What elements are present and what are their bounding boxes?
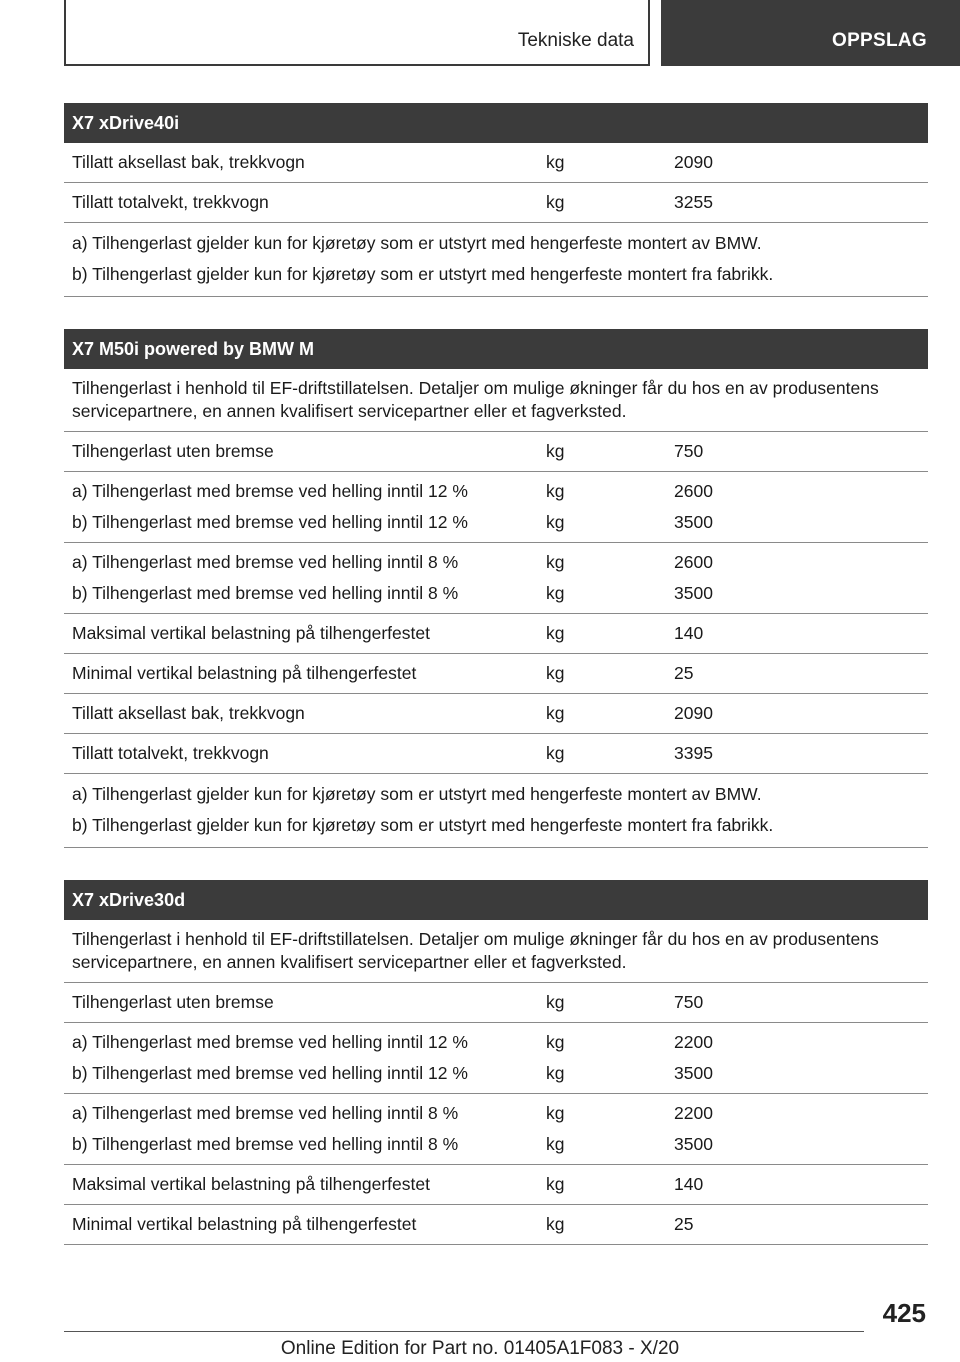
row-label-cell [64,662,539,684]
row-unit: kg [546,583,565,603]
row-value-cell [668,1102,928,1155]
row-label: Tilhengerlast uten bremse [72,992,274,1012]
row-unit-cell [539,551,668,604]
row-unit: kg [546,992,565,1012]
table-row [64,654,928,694]
header-section-title: Tekniske data [517,30,634,51]
row-label-cell [64,622,539,644]
table-row [64,143,928,183]
row-unit: kg [546,1214,565,1234]
row-value: 2600 [674,481,713,501]
row-value-cell [668,151,928,173]
table-row [64,983,928,1023]
row-label-cell [64,1031,539,1084]
row-value: 3500 [674,1063,713,1083]
row-unit-cell [539,480,668,533]
row-value: 3500 [674,1134,713,1154]
row-label: Tillatt totalvekt, trekkvogn [72,192,269,212]
row-value: 3500 [674,583,713,603]
row-unit-cell [539,1031,668,1084]
spec-tables [64,103,928,1277]
row-unit: kg [546,481,565,501]
footnote: b) Tilhengerlast gjelder kun for kjøretøy som er utstyrt med hengerfeste montert fra fabrikk. [72,264,774,284]
row-value-cell [668,662,928,684]
row-unit-cell [539,991,668,1013]
header-section-tab [64,0,650,66]
row-unit: kg [546,663,565,683]
row-value-cell [668,702,928,724]
table-row [64,734,928,774]
row-label-cell [64,480,539,533]
section-notes [64,774,928,848]
row-value-cell [668,1031,928,1084]
row-unit: kg [546,1032,565,1052]
row-unit-cell [539,1173,668,1195]
row-value: 3395 [674,743,713,763]
header-chapter-tab [661,0,960,66]
row-unit: kg [546,512,565,532]
row-unit-cell [539,742,668,764]
row-label-cell [64,1173,539,1195]
table-row [64,614,928,654]
row-label: b) Tilhengerlast med bremse ved helling inntil 12 % [72,1063,468,1083]
row-label: Tillatt aksellast bak, trekkvogn [72,703,305,723]
edition-footer: Online Edition for Part no. 01405A1F083 - X/20 [280,1338,680,1359]
row-value-cell [668,622,928,644]
row-label: a) Tilhengerlast med bremse ved helling inntil 8 % [72,1103,459,1123]
row-label: Minimal vertikal belastning på tilhengerfestet [72,663,417,683]
row-label-cell [64,702,539,724]
row-value-cell [668,1173,928,1195]
row-unit: kg [546,441,565,461]
row-label-cell [64,742,539,764]
row-label: Tillatt totalvekt, trekkvogn [72,743,269,763]
row-unit: kg [546,152,565,172]
row-value: 25 [674,1214,694,1234]
table-row [64,472,928,543]
row-label-cell [64,191,539,213]
row-value: 140 [674,623,704,643]
row-label: b) Tilhengerlast med bremse ved helling inntil 8 % [72,1134,459,1154]
row-value-cell [668,1213,928,1235]
section-notes [64,223,928,297]
section-intro: Tilhengerlast i henhold til EF-driftstillatelsen. Detaljer om mulige økninger får du hos en av produsentens servicepartnere, en annen kvalifisert servicepartner eller et fagverksted. [64,920,928,983]
row-unit-cell [539,702,668,724]
row-value: 3500 [674,512,713,532]
row-label: b) Tilhengerlast med bremse ved helling inntil 8 % [72,583,459,603]
row-value-cell [668,991,928,1013]
row-unit-cell [539,622,668,644]
table-row [64,694,928,734]
row-label: Maksimal vertikal belastning på tilhengerfestet [72,1174,430,1194]
section-intro: Tilhengerlast i henhold til EF-driftstillatelsen. Detaljer om mulige økninger får du hos en av produsentens servicepartnere, en annen kvalifisert servicepartner eller et fagverksted. [64,369,928,432]
row-unit: kg [546,623,565,643]
row-unit: kg [546,1063,565,1083]
row-value-cell [668,742,928,764]
row-unit-cell [539,440,668,462]
row-unit-cell [539,662,668,684]
row-value: 750 [674,992,704,1012]
page-number: 425 [882,1298,926,1328]
footnote: b) Tilhengerlast gjelder kun for kjøretøy som er utstyrt med hengerfeste montert fra fabrikk. [72,815,774,835]
row-label-cell [64,1102,539,1155]
table-row [64,1094,928,1165]
row-label-cell [64,151,539,173]
section-title: X7 xDrive40i [64,103,928,143]
row-value: 2200 [674,1032,713,1052]
section-title: X7 M50i powered by BMW M [64,329,928,369]
table-row [64,432,928,472]
footer-divider [64,1331,864,1332]
row-unit: kg [546,1134,565,1154]
row-unit-cell [539,151,668,173]
row-label: Maksimal vertikal belastning på tilhengerfestet [72,623,430,643]
row-unit-cell [539,1213,668,1235]
row-value: 2090 [674,152,713,172]
row-value-cell [668,480,928,533]
row-value-cell [668,191,928,213]
section-title: X7 xDrive30d [64,880,928,920]
row-value: 25 [674,663,694,683]
row-value: 750 [674,441,704,461]
row-unit: kg [546,192,565,212]
table-row [64,1023,928,1094]
spec-section [64,329,928,848]
header-chapter-title: OPPSLAG [831,30,927,51]
row-unit: kg [546,1174,565,1194]
row-value: 2090 [674,703,713,723]
row-label-cell [64,551,539,604]
row-unit: kg [546,703,565,723]
row-label: a) Tilhengerlast med bremse ved helling inntil 8 % [72,552,459,572]
row-label: b) Tilhengerlast med bremse ved helling inntil 12 % [72,512,468,532]
table-row [64,1205,928,1245]
row-label-cell [64,991,539,1013]
row-value: 2200 [674,1103,713,1123]
row-value: 140 [674,1174,704,1194]
row-value: 2600 [674,552,713,572]
row-unit: kg [546,552,565,572]
row-unit-cell [539,1102,668,1155]
table-row [64,183,928,223]
footnote: a) Tilhengerlast gjelder kun for kjøretøy som er utstyrt med hengerfeste montert av BMW. [72,784,762,804]
row-value-cell [668,551,928,604]
table-row [64,1165,928,1205]
row-value: 3255 [674,192,713,212]
spec-section [64,103,928,297]
row-label-cell [64,1213,539,1235]
row-label: Minimal vertikal belastning på tilhengerfestet [72,1214,417,1234]
row-label-cell [64,440,539,462]
row-label: Tilhengerlast uten bremse [72,441,274,461]
row-unit: kg [546,1103,565,1123]
row-label: Tillatt aksellast bak, trekkvogn [72,152,305,172]
row-label: a) Tilhengerlast med bremse ved helling inntil 12 % [72,481,468,501]
table-row [64,543,928,614]
spec-section [64,880,928,1245]
row-value-cell [668,440,928,462]
row-unit-cell [539,191,668,213]
footnote: a) Tilhengerlast gjelder kun for kjøretøy som er utstyrt med hengerfeste montert av BMW. [72,233,762,253]
row-unit: kg [546,743,565,763]
row-label: a) Tilhengerlast med bremse ved helling inntil 12 % [72,1032,468,1052]
